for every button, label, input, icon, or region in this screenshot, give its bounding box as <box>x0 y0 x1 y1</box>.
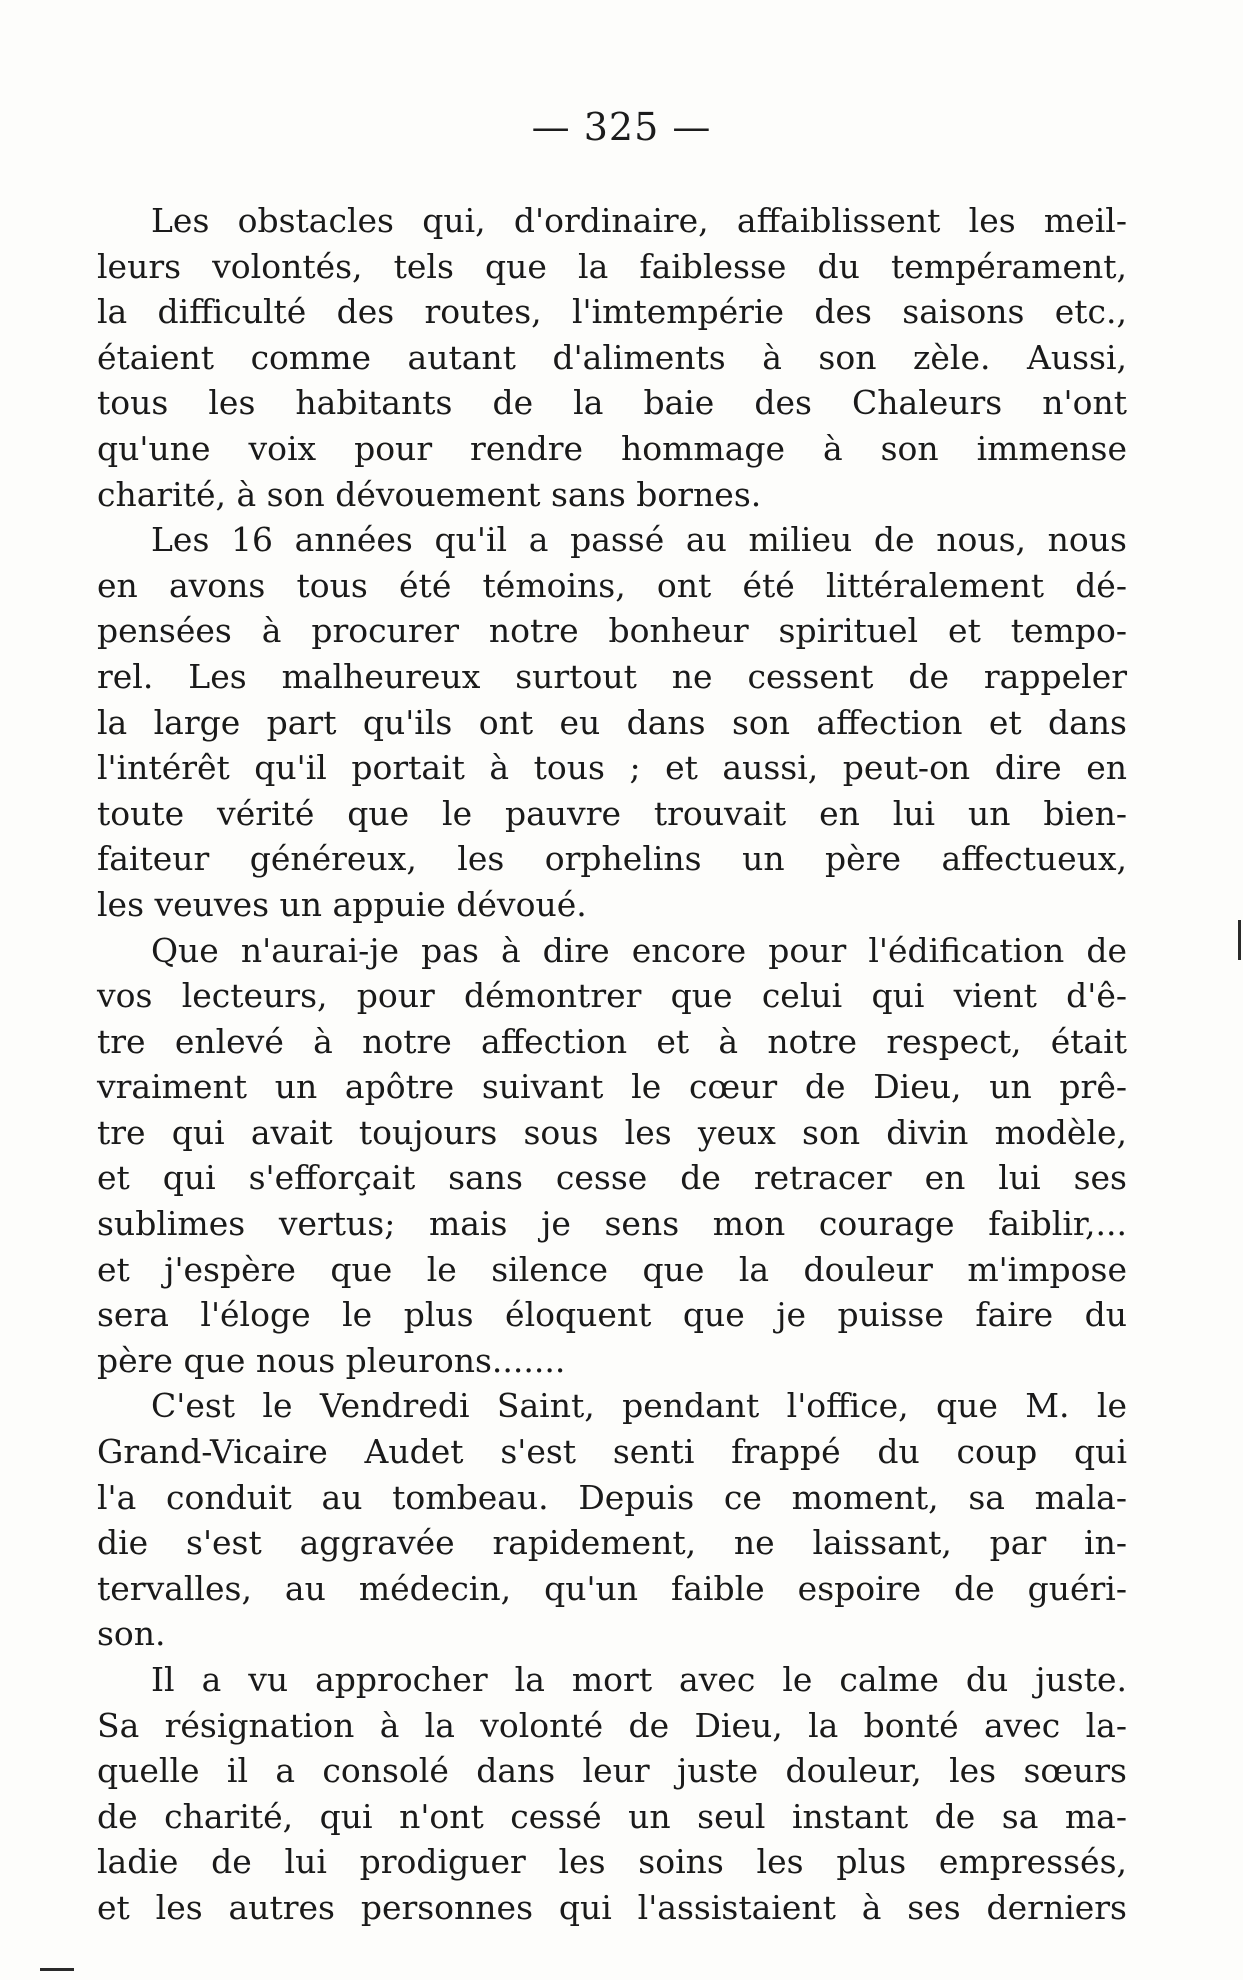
text-line: et j'espère que le silence que la douleur m'impose <box>97 1249 1127 1289</box>
text-line: tervalles, au médecin, qu'un faible espoire de guéri- <box>97 1568 1127 1608</box>
text-line: son. <box>97 1614 166 1654</box>
text-line: Les obstacles qui, d'ordinaire, affaiblissent les meil- <box>151 201 1127 240</box>
text-line: l'intérêt qu'il portait à tous ; et aussi, peut-on dire en <box>97 748 1127 788</box>
text-line: rel. Les malheureux surtout ne cessent de rappeler <box>97 656 1127 696</box>
text-line: C'est le Vendredi Saint, pendant l'office, que M. le <box>151 1386 1127 1426</box>
text-line: pensées à procurer notre bonheur spirituel et tempo- <box>97 611 1127 651</box>
text-line: die s'est aggravée rapidement, ne laissant, par in- <box>97 1523 1127 1563</box>
text-line: ladie de lui prodiguer les soins les plus empressés, <box>97 1842 1127 1882</box>
text-line: la large part qu'ils ont eu dans son affection et dans <box>97 702 1127 742</box>
page-number: — 325 — <box>531 105 712 149</box>
text-line: étaient comme autant d'aliments à son zèle. Aussi, <box>97 337 1127 377</box>
body-text <box>97 198 1127 1931</box>
text-line: tre enlevé à notre affection et à notre respect, était <box>97 1021 1127 1061</box>
text-line: Les 16 années qu'il a passé au milieu de nous, nous <box>151 520 1127 560</box>
text-line: vos lecteurs, pour démontrer que celui qui vient d'ê- <box>97 976 1127 1016</box>
text-line: Il a vu approcher la mort avec le calme du juste. <box>151 1660 1127 1699</box>
text-line: père que nous pleurons....... <box>97 1340 566 1380</box>
text-line: et les autres personnes qui l'assistaient à ses derniers <box>97 1887 1127 1927</box>
text-line: vraiment un apôtre suivant le cœur de Dieu, un prê- <box>97 1067 1127 1107</box>
text-line: la difficulté des routes, l'imtempérie des saisons etc., <box>97 292 1127 332</box>
text-line: leurs volontés, tels que la faiblesse du tempérament, <box>97 246 1127 286</box>
text-line: sera l'éloge le plus éloquent que je puisse faire du <box>97 1295 1127 1335</box>
text-line: tre qui avait toujours sous les yeux son divin modèle, <box>97 1112 1127 1152</box>
text-line: quelle il a consolé dans leur juste douleur, les sœurs <box>97 1751 1127 1791</box>
text-line: sublimes vertus; mais je sens mon courage faiblir,... <box>97 1204 1127 1244</box>
text-line: l'a conduit au tombeau. Depuis ce moment, sa mala- <box>97 1477 1127 1517</box>
scan-edge-mark <box>1238 920 1241 960</box>
text-line: tous les habitants de la baie des Chaleurs n'ont <box>97 383 1127 423</box>
scan-corner-mark <box>40 1968 74 1971</box>
text-line: toute vérité que le pauvre trouvait en lui un bien- <box>97 793 1127 833</box>
text-line: et qui s'efforçait sans cesse de retracer en lui ses <box>97 1158 1127 1198</box>
text-line: les veuves un appuie dévoué. <box>97 884 587 924</box>
text-line: charité, à son dévouement sans bornes. <box>97 474 762 514</box>
text-line: Grand-Vicaire Audet s'est senti frappé du coup qui <box>97 1432 1127 1472</box>
text-line: qu'une voix pour rendre hommage à son immense <box>97 428 1127 468</box>
text-line: en avons tous été témoins, ont été littéralement dé- <box>97 565 1127 605</box>
text-line: Sa résignation à la volonté de Dieu, la bonté avec la- <box>97 1705 1127 1745</box>
text-line: de charité, qui n'ont cessé un seul instant de sa ma- <box>97 1796 1127 1836</box>
text-line: Que n'aurai-je pas à dire encore pour l'édification de <box>151 930 1127 970</box>
text-line: faiteur généreux, les orphelins un père affectueux, <box>97 839 1127 879</box>
